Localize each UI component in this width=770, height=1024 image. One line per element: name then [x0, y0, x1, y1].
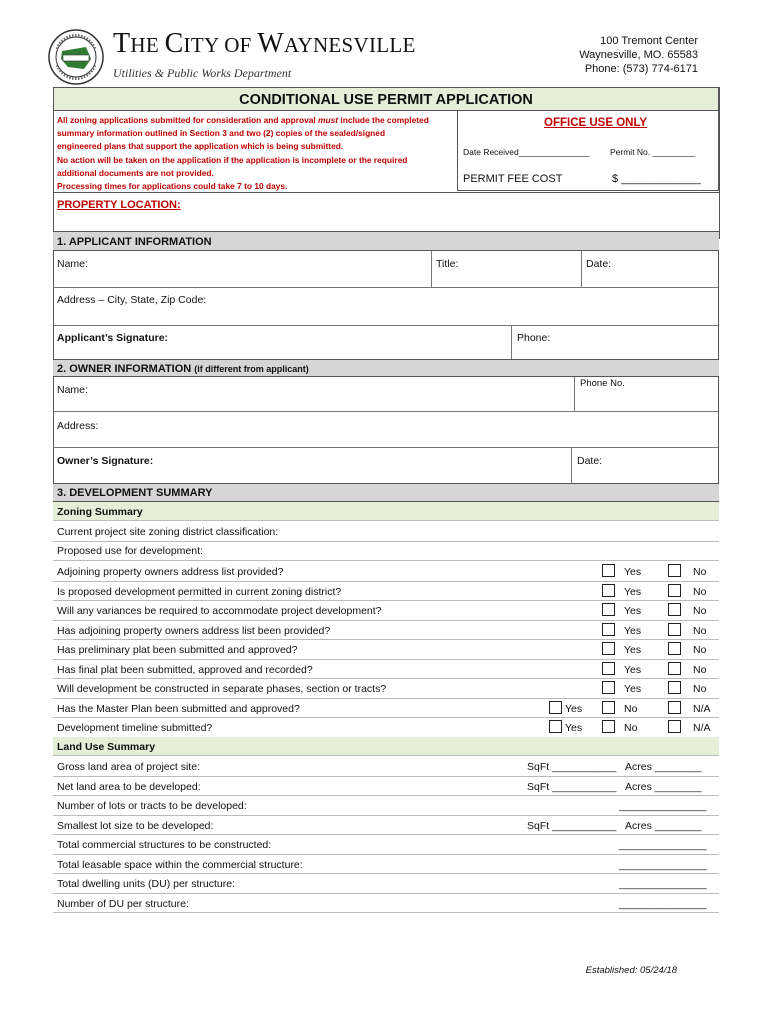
sqft-field[interactable]: SqFt ___________ — [527, 819, 617, 832]
checkbox-label: Yes — [565, 702, 583, 715]
checkbox-label: No — [693, 644, 707, 656]
checkbox-label: No — [693, 663, 707, 676]
checkbox-label: No — [693, 683, 707, 695]
checkbox-label: No — [693, 624, 707, 637]
land-use-row — [53, 816, 719, 836]
land-use-label: Total dwelling units (DU) per structure: — [57, 878, 235, 890]
checkbox-yes[interactable] — [602, 642, 615, 655]
checkbox-label: No — [624, 722, 638, 734]
land-use-label: Total leasable space within the commercial structure: — [57, 858, 303, 871]
zoning-question-text: Development timeline submitted? — [57, 722, 213, 734]
land-use-label: Number of DU per structure: — [57, 897, 189, 910]
land-use-row — [53, 757, 719, 777]
checkbox-no[interactable] — [668, 584, 681, 597]
applicant-signature-field[interactable]: Applicant’s Signature: — [57, 332, 169, 344]
established-date: Established: 05/24/18 — [585, 965, 677, 976]
checkbox-label: No — [693, 566, 707, 578]
checkbox-label: Yes — [565, 722, 583, 734]
land-use-row — [53, 874, 719, 894]
zoning-question-row — [53, 640, 719, 660]
zoning-question-text: Has adjoining property owners address list been provided? — [57, 624, 331, 637]
city-title: THE CITY OF WAYNESVILLE — [113, 28, 416, 59]
checkbox-label: Yes — [624, 663, 642, 676]
city-seal-logo — [48, 29, 104, 85]
owner-signature-field[interactable]: Owner’s Signature: — [57, 455, 154, 467]
checkbox-no[interactable] — [668, 623, 681, 636]
checkbox-label: Yes — [624, 644, 642, 656]
submission-notice: All zoning applications submitted for consideration and approval must include the completed summary information outlined in Section 3 and two (2) copies of the sealed/signed engineered plans that support the application which is being submitted. No action will be taken on the application if the application is incomplete or the required additional documents are not provided. Processing times for applications could take 7 to 10 days. — [57, 115, 429, 192]
land-use-label: Total commercial structures to be constructed: — [57, 839, 272, 851]
zoning-question-text: Will development be constructed in separate phases, section or tracts? — [57, 683, 387, 695]
checkbox-yes[interactable] — [549, 720, 562, 733]
checkbox-yes[interactable] — [602, 662, 615, 675]
owner-phone-field[interactable]: Phone No. — [580, 378, 625, 389]
checkbox-label: Yes — [624, 585, 642, 598]
blank-field[interactable]: _______________ — [619, 858, 707, 871]
department-name: Utilities & Public Works Department — [113, 66, 292, 80]
owner-date-field[interactable]: Date: — [577, 455, 603, 467]
checkbox-no[interactable] — [668, 642, 681, 655]
sqft-field[interactable]: SqFt ___________ — [527, 780, 617, 793]
checkbox-label: No — [624, 702, 638, 715]
checkbox-yes[interactable] — [602, 564, 615, 577]
land-use-row — [53, 855, 719, 875]
office-use-heading: OFFICE USE ONLY — [544, 117, 648, 129]
checkbox-no[interactable] — [602, 720, 615, 733]
current-zoning-field[interactable]: Current project site zoning district classification: — [57, 526, 279, 538]
zoning-question-row — [53, 562, 719, 582]
city-address: 100 Tremont Center Waynesville, MO. 65583 Phone: (573) 774-6171 — [579, 35, 698, 75]
checkbox-label: Yes — [624, 683, 642, 695]
checkbox-label: Yes — [624, 566, 642, 578]
zoning-question-row — [53, 699, 719, 719]
acres-field[interactable]: Acres ________ — [625, 819, 702, 832]
form-title: CONDITIONAL USE PERMIT APPLICATION — [239, 92, 533, 108]
checkbox-no[interactable] — [668, 681, 681, 694]
checkbox-label: Yes — [624, 605, 642, 617]
land-use-label: Gross land area of project site: — [57, 761, 200, 773]
checkbox-yes[interactable] — [602, 603, 615, 616]
proposed-use-field[interactable]: Proposed use for development: — [57, 545, 203, 557]
permit-fee-label: PERMIT FEE COST — [463, 173, 563, 185]
zoning-question-row — [53, 601, 719, 621]
acres-field[interactable]: Acres ________ — [625, 761, 702, 773]
checkbox-label: N/A — [693, 722, 711, 734]
zoning-question-text: Has final plat been submitted, approved and recorded? — [57, 663, 313, 676]
checkbox-label: Yes — [624, 624, 642, 637]
zoning-question-row — [53, 621, 719, 641]
owner-address-field[interactable]: Address: — [57, 420, 99, 432]
applicant-date-field[interactable]: Date: — [586, 258, 612, 270]
blank-field[interactable]: _______________ — [619, 878, 707, 890]
date-received-field[interactable]: Date Received_______________ — [463, 147, 590, 157]
zoning-question-row — [53, 679, 719, 699]
checkbox-no[interactable] — [668, 564, 681, 577]
checkbox-na[interactable] — [668, 720, 681, 733]
applicant-title-field[interactable]: Title: — [436, 258, 459, 270]
zoning-question-row — [53, 718, 719, 738]
checkbox-yes[interactable] — [602, 623, 615, 636]
land-use-row — [53, 777, 719, 797]
land-use-row — [53, 894, 719, 914]
applicant-section-header: 1. APPLICANT INFORMATION — [53, 231, 719, 251]
checkbox-yes[interactable] — [602, 584, 615, 597]
property-location-label: PROPERTY LOCATION: — [57, 199, 181, 211]
applicant-name-field[interactable]: Name: — [57, 258, 88, 270]
blank-field[interactable]: _______________ — [619, 800, 707, 812]
land-use-label: Smallest lot size to be developed: — [57, 819, 214, 832]
checkbox-yes[interactable] — [602, 681, 615, 694]
development-section-header: 3. DEVELOPMENT SUMMARY — [53, 483, 719, 502]
land-use-label: Number of lots or tracts to be developed: — [57, 800, 247, 812]
permit-fee-field[interactable]: $ _____________ — [612, 173, 701, 185]
zoning-question-text: Will any variances be required to accommodate project development? — [57, 605, 382, 617]
checkbox-no[interactable] — [668, 603, 681, 616]
zoning-question-row — [53, 660, 719, 680]
zoning-summary-header: Zoning Summary — [53, 502, 719, 521]
zoning-question-text: Has the Master Plan been submitted and approved? — [57, 702, 300, 715]
checkbox-label: No — [693, 585, 707, 598]
zoning-question-text: Has preliminary plat been submitted and approved? — [57, 644, 298, 656]
applicant-phone-field[interactable]: Phone: — [517, 332, 551, 344]
zoning-question-text: Adjoining property owners address list provided? — [57, 566, 284, 578]
land-use-label: Net land area to be developed: — [57, 780, 201, 793]
checkbox-no[interactable] — [602, 701, 615, 714]
acres-field[interactable]: Acres ________ — [625, 780, 702, 793]
land-use-row — [53, 835, 719, 855]
blank-field[interactable]: _______________ — [619, 839, 707, 851]
blank-field[interactable]: _______________ — [619, 897, 707, 910]
zoning-question-text: Is proposed development permitted in current zoning district? — [57, 585, 342, 598]
land-use-row — [53, 796, 719, 816]
owner-name-field[interactable]: Name: — [57, 384, 88, 396]
zoning-question-row — [53, 582, 719, 602]
office-use-box — [457, 110, 719, 190]
checkbox-no[interactable] — [668, 662, 681, 675]
permit-form — [53, 87, 719, 915]
owner-section-header: 2. OWNER INFORMATION (if different from applicant) — [53, 359, 719, 377]
checkbox-na[interactable] — [668, 701, 681, 714]
checkbox-yes[interactable] — [549, 701, 562, 714]
land-use-summary-header: Land Use Summary — [53, 737, 719, 756]
applicant-address-field[interactable]: Address – City, State, Zip Code: — [57, 294, 207, 306]
sqft-field[interactable]: SqFt ___________ — [527, 761, 617, 773]
form-title-bar — [53, 87, 719, 110]
checkbox-label: N/A — [693, 702, 711, 715]
permit-number-field[interactable]: Permit No. _________ — [610, 147, 696, 157]
checkbox-label: No — [693, 605, 707, 617]
